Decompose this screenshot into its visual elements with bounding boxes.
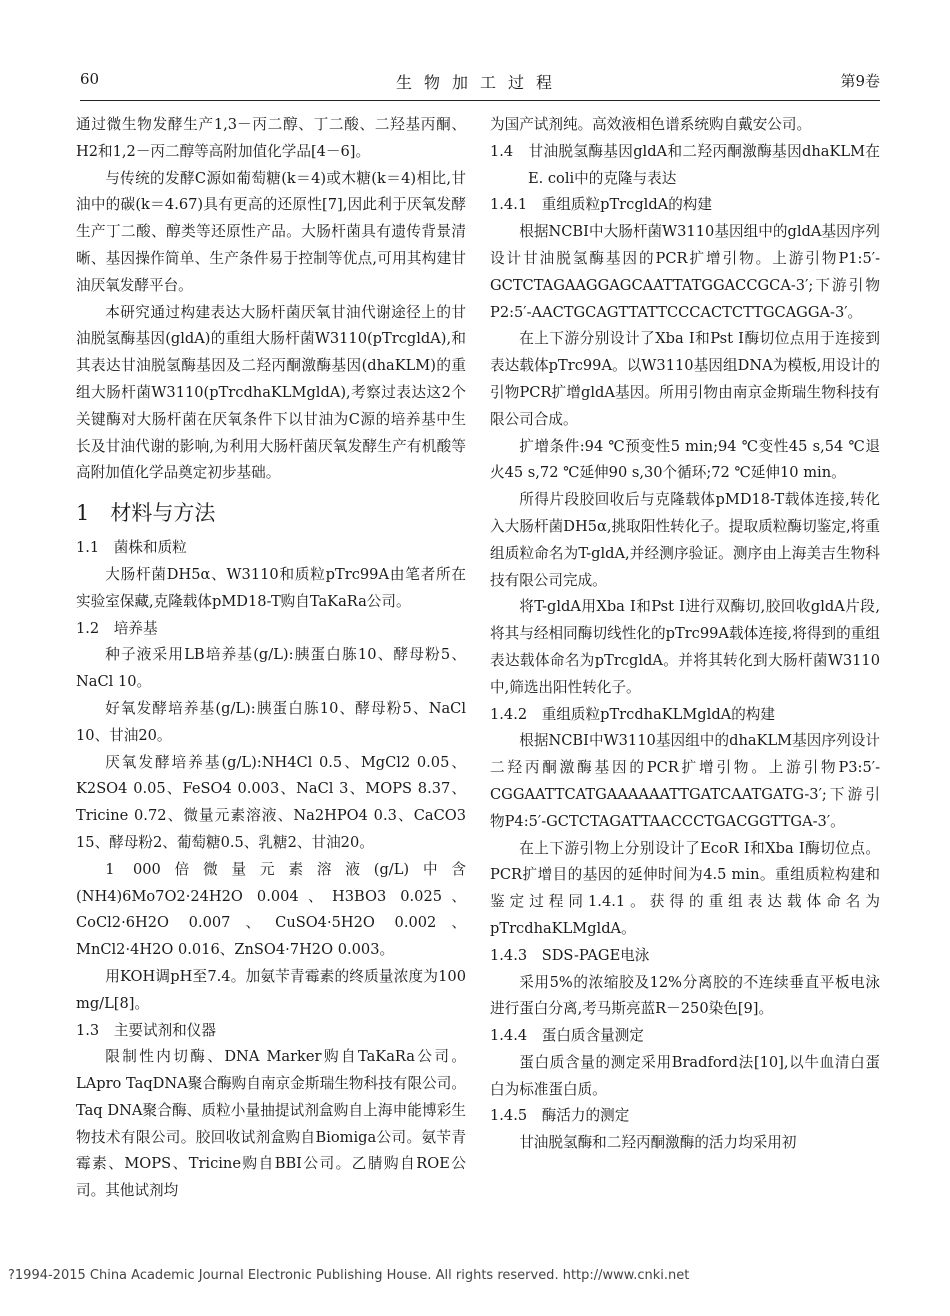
- paragraph: 通过微生物发酵生产1,3－丙二醇、丁二酸、二羟基丙酮、H2和1,2－丙二醇等高附加值化学品[4－6]。: [76, 116, 466, 160]
- paragraph: 甘油脱氢酶和二羟丙酮激酶的活力均采用初: [519, 1134, 797, 1152]
- copyright-footer: ?1994-2015 China Academic Journal Electronic Publishing House. All rights reserved. http://www.cnki.net: [8, 1268, 690, 1283]
- right-column: [490, 112, 880, 1157]
- paragraph: 在上下游分别设计了Xba I和Pst I酶切位点用于连接到表达载体pTrc99A。以W3110基因组DNA为模板,用设计的引物PCR扩增gldA基因。所用引物由南京金斯瑞生物科技有限公司合成。: [490, 330, 880, 428]
- paragraph: 好氧发酵培养基(g/L):胰蛋白胨10、酵母粉5、NaCl 10、甘油20。: [76, 699, 466, 744]
- subsection-heading: 1.3 主要试剂和仪器: [76, 1021, 216, 1039]
- paragraph: 种子液采用LB培养基(g/L):胰蛋白胨10、酵母粉5、NaCl 10。: [76, 646, 466, 691]
- volume-label: 第9卷: [840, 72, 880, 90]
- paragraph: 1 000倍微量元素溶液(g/L)中含(NH4)6Mo7O2·24H2O 0.004、H3BO3 0.025、CoCl2·6H2O 0.007、CuSO4·5H2O 0.002、MnCl2·4H2O 0.016、ZnSO4·7H2O 0.003。: [76, 860, 466, 959]
- subsubsection-heading: 1.4.1 重组质粒pTrcgldA的构建: [490, 196, 712, 214]
- paragraph: 用KOH调pH至7.4。加氨苄青霉素的终质量浓度为100 mg/L[8]。: [76, 967, 466, 1012]
- paragraph: 所得片段胶回收后与克隆载体pMD18-T载体连接,转化入大肠杆菌DH5α,挑取阳性转化子。提取质粒酶切鉴定,将重组质粒命名为T-gldA,并经测序验证。测序由上海美吉生物科技有限公司完成。: [490, 491, 880, 589]
- running-header: [80, 70, 880, 94]
- subsection-heading: 1.1 菌株和质粒: [76, 539, 187, 557]
- paragraph: 厌氧发酵培养基(g/L):NH4Cl 0.5、MgCl2 0.05、K2SO4 0.05、FeSO4 0.003、NaCl 3、MOPS 8.37、Tricine 0.72、微量元素溶液、Na2HPO4 0.3、CaCO3 15、酵母粉2、葡萄糖0.5、乳糖2、甘油20。: [76, 753, 466, 851]
- paragraph: 为国产试剂纯。高效液相色谱系统购自戴安公司。: [490, 116, 812, 133]
- subsubsection-heading: 1.4.2 重组质粒pTrcdhaKLMgldA的构建: [490, 705, 775, 723]
- paragraph: 本研究通过构建表达大肠杆菌厌氧甘油代谢途径上的甘油脱氢酶基因(gldA)的重组大肠杆菌W3110(pTrcgldA),和其表达甘油脱氢酶基因及二羟丙酮激酶基因(dhaKLM)的重组大肠杆菌W3110(pTrcdhaKLMgldA),考察过表达这2个关键酶对大肠杆菌在厌氧条件下以甘油为C源的培养基中生长及甘油代谢的影响,为利用大肠杆菌厌氧发酵生产有机酸等高附加值化学品奠定初步基础。: [76, 303, 466, 482]
- subsubsection-heading: 1.4.4 蛋白质含量测定: [490, 1027, 644, 1045]
- journal-name: 生物加工过程: [395, 73, 564, 92]
- subsubsection-heading: 1.4.3 SDS-PAGE电泳: [490, 946, 650, 964]
- paragraph: 采用5%的浓缩胶及12%分离胶的不连续垂直平板电泳进行蛋白分离,考马斯亮蓝R－250染色[9]。: [490, 973, 880, 1018]
- subsection-heading: 1.2 培养基: [76, 619, 158, 637]
- paragraph: 与传统的发酵C源如葡萄糖(k＝4)或木糖(k＝4)相比,甘油中的碳(k＝4.67)具有更高的还原性[7],因此利于厌氧发酵生产丁二酸、醇类等还原性产品。大肠杆菌具有遗传背景清晰、基因操作简单、生产条件易于控制等优点,可用其构建甘油厌氧发酵平台。: [76, 169, 466, 294]
- page-number: 60: [80, 70, 100, 88]
- subsubsection-heading: 1.4.5 酶活力的测定: [490, 1107, 630, 1125]
- section-heading: 1 材料与方法: [76, 501, 216, 526]
- header-rule: [80, 100, 880, 101]
- paragraph: 蛋白质含量的测定采用Bradford法[10],以牛血清白蛋白为标准蛋白质。: [490, 1053, 880, 1098]
- paragraph: 扩增条件:94 ℃预变性5 min;94 ℃变性45 s,54 ℃退火45 s,72 ℃延伸90 s,30个循环;72 ℃延伸10 min。: [490, 437, 880, 482]
- paragraph: 限制性内切酶、DNA Marker购自TaKaRa公司。LApro TaqDNA聚合酶购自南京金斯瑞生物科技有限公司。Taq DNA聚合酶、质粒小量抽提试剂盒购自上海申能博彩生物技术有限公司。胶回收试剂盒购自Biomiga公司。氨苄青霉素、MOPS、Tricine购自BBI公司。乙腈购自ROE公司。其他试剂均: [76, 1048, 466, 1200]
- paragraph: 在上下游引物上分别设计了EcoR I和Xba I酶切位点。PCR扩增目的基因的延伸时间为4.5 min。重组质粒构建和鉴定过程同1.4.1。获得的重组表达载体命名为pTrcdhaKLMgldA。: [490, 839, 880, 937]
- paragraph: 将T-gldA用Xba I和Pst I进行双酶切,胶回收gldA片段,将其与经相同酶切线性化的pTrc99A载体连接,将得到的重组表达载体命名为pTrcgldA。并将其转化到大肠杆菌W3110中,筛选出阳性转化子。: [490, 598, 880, 696]
- paragraph: 大肠杆菌DH5α、W3110和质粒pTrc99A由笔者所在实验室保藏,克隆载体pMD18-T购自TaKaRa公司。: [76, 565, 466, 610]
- paragraph: 根据NCBI中大肠杆菌W3110基因组中的gldA基因序列设计甘油脱氢酶基因的PCR扩增引物。上游引物P1:5′-GCTCTAGAAGGAGCAATTATGGACCGCA-3′;下游引物P2:5′-AACTGCAGTTATTCCCACTCTTGCAGGA-3′。: [490, 223, 880, 321]
- subsection-heading: 1.4 甘油脱氢酶基因gldA和二羟丙酮激酶基因dhaKLM在E. coli中的克隆与表达: [490, 142, 880, 187]
- paragraph: 根据NCBI中W3110基因组中的dhaKLM基因序列设计二羟丙酮激酶基因的PCR扩增引物。上游引物P3:5′-CGGAATTCATGAAAAAATTGATCAATGATG-3′;下游引物P4:5′-GCTCTAGATTAACCCTGACGGTTGA-3′。: [490, 732, 880, 830]
- left-column: [76, 112, 466, 1205]
